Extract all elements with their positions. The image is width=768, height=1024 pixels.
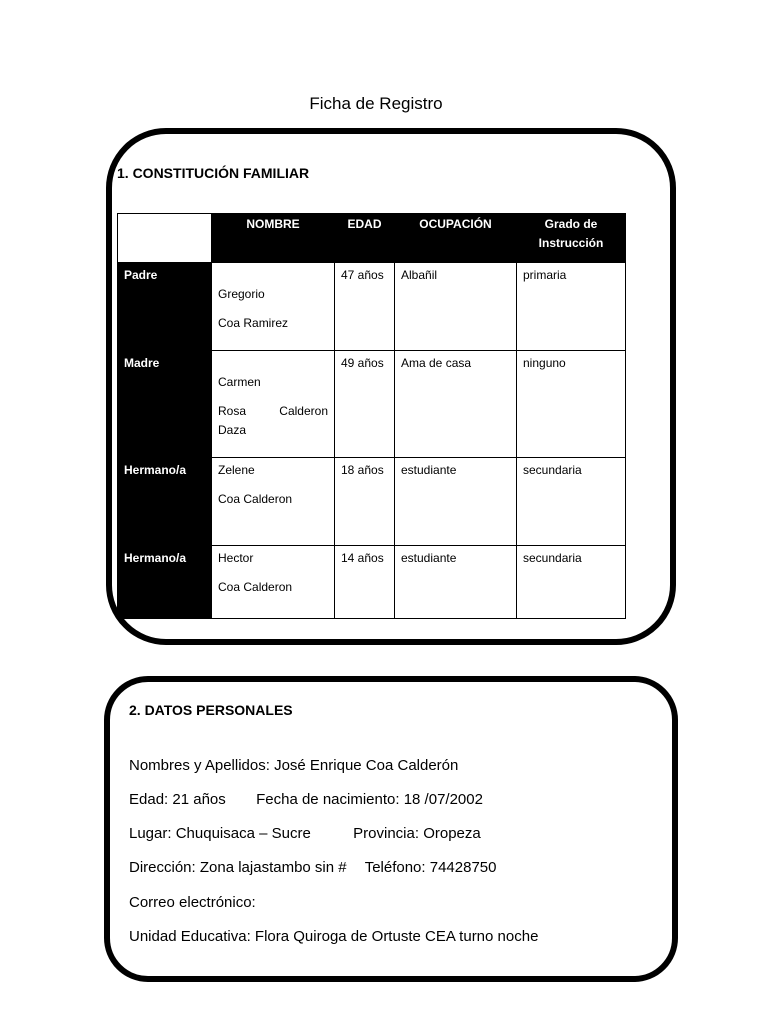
edad-fecha-line xyxy=(129,791,483,809)
row-relation: Padre xyxy=(118,263,212,351)
personal-section-heading: 2. DATOS PERSONALES xyxy=(129,702,293,718)
correo-line xyxy=(129,894,256,912)
row-relation: Hermano/a xyxy=(118,546,212,619)
name-line: Zelene xyxy=(218,463,255,477)
header-grado: Grado de Instrucción xyxy=(517,214,626,263)
name-line: Coa Calderon xyxy=(218,492,293,506)
family-section-heading: 1. CONSTITUCIÓN FAMILIAR xyxy=(117,165,310,181)
row-age: 47 años xyxy=(335,263,395,351)
document-title: Ficha de Registro xyxy=(309,94,443,113)
table-header-row xyxy=(118,214,626,263)
name-line: Coa Ramirez xyxy=(218,316,289,330)
table-row xyxy=(118,351,626,458)
row-occupation: estudiante xyxy=(395,458,517,546)
row-name xyxy=(212,263,335,351)
header-ocupacion: OCUPACIÓN xyxy=(395,214,517,263)
nombres-value: José Enrique Coa Calderón xyxy=(274,757,459,774)
direccion-line xyxy=(129,859,497,877)
edad-label: Edad: xyxy=(129,791,169,808)
table-row xyxy=(118,263,626,351)
table-row xyxy=(118,458,626,546)
family-table xyxy=(117,213,626,619)
header-blank-cell xyxy=(118,214,212,263)
row-relation: Hermano/a xyxy=(118,458,212,546)
name-line: Carmen xyxy=(218,375,261,389)
row-age: 14 años xyxy=(335,546,395,619)
telefono-label: Teléfono: xyxy=(364,859,426,876)
nombres-label: Nombres y Apellidos: xyxy=(129,757,270,774)
name-part: Calderon xyxy=(279,404,328,418)
row-education: ninguno xyxy=(517,351,626,458)
name-line: Daza xyxy=(218,423,247,437)
fecha-label: Fecha de nacimiento: xyxy=(256,791,400,808)
name-part: Rosa xyxy=(218,404,247,418)
name-line xyxy=(218,402,328,421)
fecha-value: 18 /07/2002 xyxy=(403,791,483,808)
nombres-line xyxy=(129,757,458,775)
name-line: Coa Calderon xyxy=(218,580,293,594)
row-education: primaria xyxy=(517,263,626,351)
row-occupation: Albañil xyxy=(395,263,517,351)
row-relation: Madre xyxy=(118,351,212,458)
row-occupation: Ama de casa xyxy=(395,351,517,458)
lugar-label: Lugar: xyxy=(129,825,172,842)
header-nombre: NOMBRE xyxy=(212,214,335,263)
row-education: secundaria xyxy=(517,458,626,546)
row-education: secundaria xyxy=(517,546,626,619)
row-age: 18 años xyxy=(335,458,395,546)
direccion-value: Zona lajastambo sin # xyxy=(199,859,347,876)
name-line: Gregorio xyxy=(218,287,265,301)
provincia-value: Oropeza xyxy=(423,825,481,842)
lugar-line xyxy=(129,825,481,843)
correo-label: Correo electrónico: xyxy=(129,894,256,911)
direccion-label: Dirección: xyxy=(129,859,196,876)
unidad-value: Flora Quiroga de Ortuste CEA turno noche xyxy=(254,928,539,945)
name-line: Hector xyxy=(218,551,254,565)
row-name xyxy=(212,546,335,619)
edad-value: 21 años xyxy=(172,791,226,808)
telefono-value: 74428750 xyxy=(429,859,497,876)
row-age: 49 años xyxy=(335,351,395,458)
row-occupation: estudiante xyxy=(395,546,517,619)
lugar-value: Chuquisaca – Sucre xyxy=(175,825,311,842)
header-edad: EDAD xyxy=(335,214,395,263)
row-name xyxy=(212,458,335,546)
table-row xyxy=(118,546,626,619)
unidad-label: Unidad Educativa: xyxy=(129,928,251,945)
unidad-line xyxy=(129,928,538,946)
provincia-label: Provincia: xyxy=(353,825,420,842)
row-name xyxy=(212,351,335,458)
